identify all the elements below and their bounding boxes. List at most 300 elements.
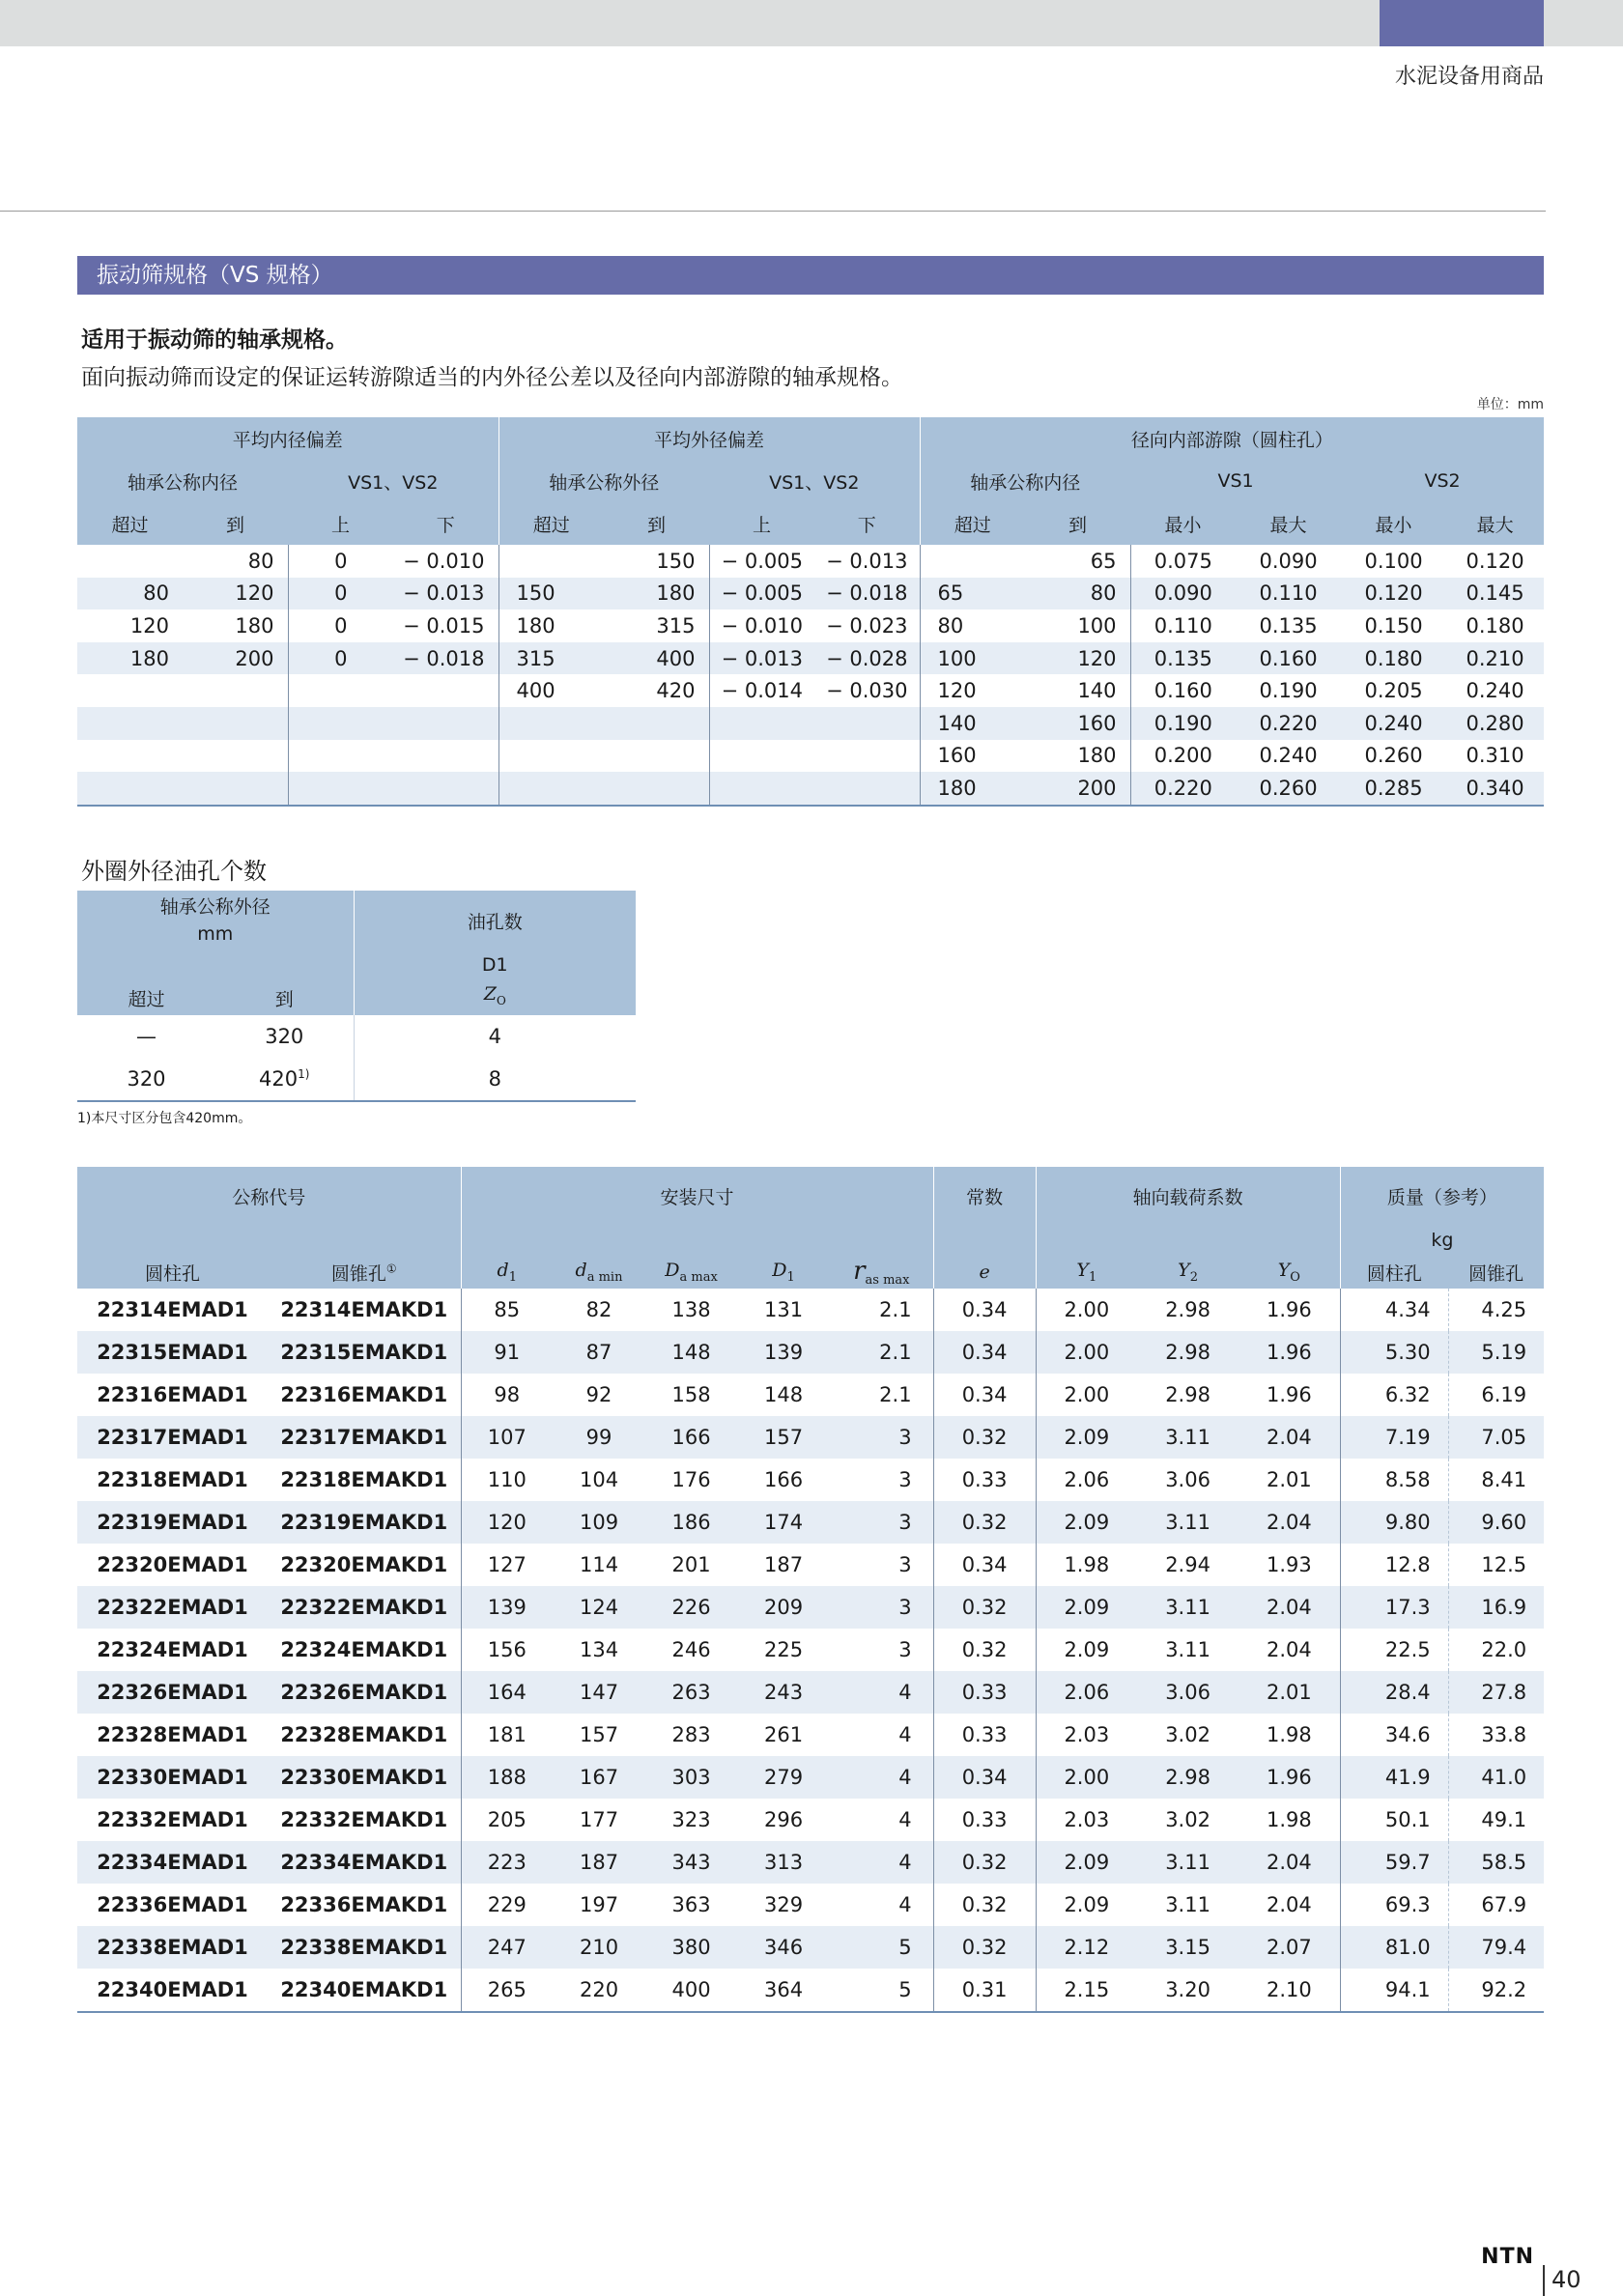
oil-d1-label: D1 — [481, 954, 508, 976]
bearing-value: 164 — [461, 1671, 553, 1714]
bearing-value: 0.34 — [933, 1374, 1036, 1416]
h-code: 公称代号 — [77, 1167, 461, 1225]
bearing-value: 167 — [553, 1756, 645, 1799]
bearing-value: 2.00 — [1036, 1756, 1137, 1799]
bearing-value: 12.5 — [1448, 1544, 1544, 1586]
sym: d — [575, 1260, 587, 1282]
bearing-value: 2.06 — [1036, 1459, 1137, 1501]
tolerance-cell: − 0.018 — [814, 578, 920, 610]
bearing-value: 247 — [461, 1926, 553, 1969]
bearing-value: 4.25 — [1448, 1289, 1544, 1331]
bearing-row — [77, 1969, 1544, 2012]
tolerance-cell: 140 — [1077, 679, 1117, 703]
bearing-code: 22314EMAD1 — [97, 1298, 248, 1321]
tolerance-cell — [498, 772, 604, 806]
bearing-value: 0.34 — [933, 1544, 1036, 1586]
bearing-row — [77, 1289, 1544, 1331]
bearing-value: 2.09 — [1036, 1629, 1137, 1671]
top-accent-block — [1380, 0, 1544, 46]
tolerance-cell — [77, 545, 183, 578]
tolerance-cell: 0.190 — [1259, 679, 1318, 703]
bearing-value: 2.03 — [1036, 1799, 1137, 1841]
bearing-value: 81.0 — [1340, 1926, 1448, 1969]
oil-row — [77, 1015, 636, 1058]
tolerance-cell: 180 — [1077, 744, 1117, 768]
tolerance-cell — [604, 740, 709, 773]
bearing-value: 246 — [671, 1638, 711, 1661]
bearing-value: 363 — [671, 1893, 711, 1916]
bearing-value: 27.8 — [1448, 1671, 1544, 1714]
bearing-value: 156 — [461, 1629, 553, 1671]
bearing-code: 22340EMAD1 — [77, 1969, 268, 2012]
sym: D — [665, 1260, 680, 1282]
oil-nominal-label: 轴承公称外径 — [159, 896, 270, 918]
oil-hole-title: 外圈外径油孔个数 — [81, 858, 267, 885]
bearing-value: 16.9 — [1448, 1586, 1544, 1629]
tolerance-cell: 65 — [920, 578, 1025, 610]
bearing-value: 0.33 — [933, 1714, 1036, 1756]
bearing-value: 139 — [461, 1586, 553, 1629]
bearing-value: 91 — [461, 1331, 553, 1374]
bearing-code: 22319EMAD1 — [77, 1501, 268, 1544]
bearing-code: 22316EMAD1 — [97, 1383, 248, 1406]
bearing-value: 0.32 — [933, 1841, 1036, 1884]
bearing-value: 2.01 — [1239, 1671, 1340, 1714]
bearing-value: 3.02 — [1165, 1808, 1210, 1831]
col-upper: 上 — [709, 502, 814, 545]
tolerance-cell: 0.160 — [1130, 674, 1236, 707]
bearing-code: 22315EMAD1 — [77, 1331, 268, 1374]
bearing-code: 22330EMAD1 — [77, 1756, 268, 1799]
intro-bold: 适用于振动筛的轴承规格。 — [81, 327, 348, 353]
oil-over: — — [136, 1024, 157, 1048]
group-clearance: 径向内部游隙（圆柱孔） — [920, 417, 1544, 460]
tolerance-cell: − 0.010 — [403, 549, 485, 573]
bearing-code: 22328EMAKD1 — [280, 1723, 448, 1746]
col-over: 超过 — [77, 502, 183, 545]
bearing-value: 2.09 — [1036, 1416, 1137, 1459]
tolerance-cell: − 0.013 — [393, 578, 498, 610]
bearing-value: 0.34 — [933, 1331, 1036, 1374]
bearing-value: 1.98 — [1036, 1544, 1137, 1586]
tolerance-cell: 0.190 — [1130, 707, 1236, 740]
bearing-code: 22318EMAKD1 — [280, 1468, 448, 1491]
bearing-value: 3.11 — [1137, 1416, 1239, 1459]
bearing-value: 34.6 — [1340, 1714, 1448, 1756]
bearing-value: 98 — [461, 1374, 553, 1416]
tolerance-cell: 0.120 — [1466, 549, 1524, 573]
h-taper-mark: ① — [385, 1261, 397, 1276]
bearing-value: 186 — [645, 1501, 737, 1544]
bearing-value: 134 — [579, 1638, 619, 1661]
tolerance-row — [77, 740, 1544, 773]
oil-holes-header: 油孔数 — [354, 891, 636, 950]
bearing-value: 225 — [763, 1638, 804, 1661]
bearing-value: 3.20 — [1137, 1969, 1239, 2012]
bearing-value: 0.32 — [933, 1416, 1036, 1459]
oil-to-value: 320 — [265, 1024, 304, 1048]
bearing-value: 0.33 — [933, 1671, 1036, 1714]
bearing-code: 22318EMAD1 — [97, 1468, 248, 1491]
sym: d — [497, 1260, 509, 1282]
tolerance-cell: 180 — [77, 642, 183, 675]
h-ras — [830, 1256, 933, 1289]
tolerance-cell — [498, 545, 604, 578]
bearing-value: 0.32 — [933, 1501, 1036, 1544]
bearing-value: 220 — [553, 1969, 645, 2012]
oil-to-value: 420 — [259, 1066, 299, 1091]
tolerance-cell — [709, 772, 814, 806]
tolerance-row — [77, 772, 1544, 806]
tolerance-cell: 120 — [129, 613, 169, 638]
bearing-value: 5.19 — [1448, 1331, 1544, 1374]
bearing-value: 58.5 — [1448, 1841, 1544, 1884]
bearing-value: 166 — [763, 1468, 804, 1491]
bearing-value: 3.06 — [1165, 1468, 1210, 1491]
tolerance-cell — [814, 772, 920, 806]
bearing-code: 22332EMAKD1 — [280, 1808, 448, 1831]
h-e: e — [933, 1256, 1036, 1289]
tolerance-cell: 120 — [920, 674, 1025, 707]
header-divider — [0, 211, 1546, 212]
tolerance-cell: 0.180 — [1466, 613, 1524, 638]
bearing-value: 82 — [585, 1298, 612, 1321]
bearing-value: 4 — [830, 1671, 933, 1714]
bearing-value: 2.04 — [1239, 1501, 1340, 1544]
bearing-value: 3 — [898, 1553, 912, 1576]
bearing-value: 181 — [461, 1714, 553, 1756]
bearing-value: 1.93 — [1266, 1553, 1312, 1576]
bearing-value: 1.96 — [1239, 1331, 1340, 1374]
bearing-value: 187 — [763, 1553, 804, 1576]
tolerance-cell: 0 — [288, 578, 393, 610]
tolerance-cell — [709, 740, 814, 773]
tolerance-cell: 200 — [1025, 772, 1130, 806]
tolerance-cell: 140 — [920, 707, 1025, 740]
oil-z-symbol: Z — [483, 983, 497, 1005]
group-outer: 平均外径偏差 — [498, 417, 920, 460]
bearing-value: 3.11 — [1137, 1501, 1239, 1544]
bearing-code: 22317EMAD1 — [77, 1416, 268, 1459]
tolerance-cell — [604, 772, 709, 806]
bearing-value: 1.98 — [1266, 1723, 1312, 1746]
bearing-value: 2.07 — [1239, 1926, 1340, 1969]
sym: Y — [1076, 1260, 1089, 1282]
bearing-value: 8.58 — [1340, 1459, 1448, 1501]
bearing-value: 3 — [830, 1586, 933, 1629]
bearing-value: 209 — [737, 1586, 830, 1629]
h-axial: 轴向载荷系数 — [1036, 1167, 1340, 1225]
tolerance-cell — [183, 674, 288, 707]
tolerance-cell: 0.145 — [1446, 578, 1544, 610]
tolerance-cell: 180 — [604, 578, 709, 610]
oil-d1-header — [354, 950, 636, 1015]
bearing-value: 139 — [737, 1331, 830, 1374]
oil-nominal-header — [77, 891, 354, 950]
tolerance-cell: 0.135 — [1130, 642, 1236, 675]
oil-to — [215, 1015, 354, 1058]
bearing-value: 2.10 — [1239, 1969, 1340, 2012]
bearing-value: 120 — [461, 1501, 553, 1544]
bearing-code: 22332EMAD1 — [97, 1808, 248, 1831]
bearing-value: 6.32 — [1340, 1374, 1448, 1416]
oil-unit-label: mm — [197, 923, 234, 945]
tolerance-cell: − 0.018 — [393, 642, 498, 675]
col-min: 最小 — [1130, 502, 1236, 545]
h-mass: 质量（参考） — [1340, 1167, 1544, 1225]
h-D1 — [737, 1256, 830, 1289]
tolerance-cell: 315 — [498, 642, 604, 675]
bearing-value: 243 — [737, 1671, 830, 1714]
inner-vs12: VS1、VS2 — [288, 460, 498, 502]
tolerance-cell: 0.200 — [1130, 740, 1236, 773]
tolerance-cell: 0.260 — [1364, 744, 1423, 768]
tolerance-row — [77, 674, 1544, 707]
bearing-value: 9.60 — [1448, 1501, 1544, 1544]
bearing-value: 0.32 — [933, 1586, 1036, 1629]
tolerance-cell: 150 — [498, 578, 604, 610]
oil-to — [215, 1058, 354, 1101]
bearing-value: 4 — [898, 1808, 912, 1831]
tolerance-cell: 0.120 — [1341, 578, 1446, 610]
bearing-value: 8.41 — [1448, 1459, 1544, 1501]
tolerance-cell: 180 — [235, 613, 274, 638]
bearing-value: 3 — [830, 1416, 933, 1459]
tolerance-cell: 0.150 — [1364, 613, 1423, 638]
footnote: 1)本尺寸区分包含420mm。 — [77, 1111, 252, 1126]
bearing-value: 7.05 — [1448, 1416, 1544, 1459]
tolerance-cell: 0.090 — [1259, 549, 1318, 573]
h-mount: 安装尺寸 — [461, 1167, 933, 1225]
bearing-value: 2.98 — [1165, 1298, 1210, 1321]
tolerance-cell — [920, 545, 1025, 578]
col-to: 到 — [1025, 502, 1130, 545]
bearing-value: 4 — [830, 1756, 933, 1799]
oil-footnote-mark: 1) — [298, 1066, 310, 1081]
bearing-value: 2.1 — [879, 1383, 912, 1406]
sym-sub: O — [1290, 1269, 1300, 1285]
bearing-value: 0.34 — [933, 1289, 1036, 1331]
bearing-value: 400 — [645, 1969, 737, 2012]
tolerance-cell: − 0.014 — [709, 674, 814, 707]
bearing-value: 313 — [737, 1841, 830, 1884]
tolerance-cell — [709, 707, 814, 740]
bearing-value: 201 — [671, 1553, 711, 1576]
bearing-value: 2.00 — [1036, 1374, 1137, 1416]
bearing-row — [77, 1926, 1544, 1969]
clear-vs1: VS1 — [1130, 460, 1341, 502]
bearing-value: 87 — [553, 1331, 645, 1374]
bearing-row — [77, 1544, 1544, 1586]
sym-sub: 1 — [786, 1269, 795, 1285]
col-to: 到 — [604, 502, 709, 545]
tolerance-cell: 0.110 — [1236, 578, 1341, 610]
bearing-value: 2.04 — [1239, 1416, 1340, 1459]
bearing-value: 3 — [898, 1638, 912, 1661]
bearing-value: 3.11 — [1165, 1638, 1210, 1661]
sym-sub: 2 — [1189, 1269, 1198, 1285]
bearing-value: 380 — [645, 1926, 737, 1969]
tolerance-cell: − 0.030 — [826, 679, 908, 703]
group-inner: 平均内径偏差 — [77, 417, 498, 460]
bearing-value: 3 — [898, 1468, 912, 1491]
bearing-value: 3.15 — [1137, 1926, 1239, 1969]
bearing-row — [77, 1374, 1544, 1416]
col-min: 最小 — [1341, 502, 1446, 545]
bearing-value: 261 — [763, 1723, 804, 1746]
bearing-value: 2.94 — [1165, 1553, 1210, 1576]
bearing-value: 2.03 — [1036, 1714, 1137, 1756]
bearing-value: 0.32 — [933, 1926, 1036, 1969]
sym-sub: a max — [679, 1269, 718, 1285]
bearing-value: 364 — [737, 1969, 830, 2012]
bearing-value: 283 — [671, 1723, 711, 1746]
oil-holes: 4 — [354, 1015, 636, 1058]
bearing-row — [77, 1459, 1544, 1501]
bearing-row — [77, 1671, 1544, 1714]
h-kg: kg — [1340, 1225, 1544, 1256]
tolerance-cell: 160 — [1025, 707, 1130, 740]
bearing-code: 22326EMAKD1 — [268, 1671, 461, 1714]
intro-text: 面向振动筛而设定的保证运转游隙适当的内外径公差以及径向内部游隙的轴承规格。 — [81, 365, 903, 390]
bearing-value: 4 — [898, 1893, 912, 1916]
tolerance-cell: − 0.015 — [403, 613, 485, 638]
sym-sub: a min — [586, 1269, 623, 1285]
tolerance-cell: 120 — [183, 578, 288, 610]
col-over: 超过 — [498, 502, 604, 545]
tolerance-cell: 0.205 — [1364, 679, 1423, 703]
bearing-value: 176 — [671, 1468, 711, 1491]
tolerance-cell: 150 — [656, 549, 696, 573]
bearing-value: 59.7 — [1340, 1841, 1448, 1884]
tolerance-cell: 0.260 — [1236, 772, 1341, 806]
bearing-row — [77, 1884, 1544, 1926]
bearing-code: 22340EMAKD1 — [268, 1969, 461, 2012]
bearing-code: 22324EMAKD1 — [280, 1638, 448, 1661]
h-const: 常数 — [933, 1167, 1036, 1225]
tolerance-cell: − 0.013 — [826, 549, 908, 573]
bearing-value: 205 — [461, 1799, 553, 1841]
bearing-value: 2.09 — [1036, 1586, 1137, 1629]
oil-over: 320 — [77, 1058, 215, 1101]
bearing-value: 2.1 — [879, 1298, 912, 1321]
bearing-row — [77, 1841, 1544, 1884]
tolerance-cell: 0.160 — [1236, 642, 1341, 675]
bearing-code: 22334EMAKD1 — [268, 1841, 461, 1884]
tolerance-cell — [498, 707, 604, 740]
bearing-code: 22317EMAKD1 — [268, 1416, 461, 1459]
bearing-value: 9.80 — [1340, 1501, 1448, 1544]
tolerance-cell: 160 — [920, 740, 1025, 773]
bearing-value: 174 — [737, 1501, 830, 1544]
bearing-value: 0.34 — [933, 1756, 1036, 1799]
bearing-value: 3 — [830, 1501, 933, 1544]
tolerance-cell — [288, 740, 393, 773]
tolerance-row — [77, 609, 1544, 642]
bearing-code: 22336EMAKD1 — [280, 1893, 448, 1916]
bearing-value: 323 — [671, 1808, 711, 1831]
bearing-value: 6.19 — [1448, 1374, 1544, 1416]
bearing-value: 2.09 — [1036, 1884, 1137, 1926]
tolerance-cell: 0.180 — [1341, 642, 1446, 675]
tolerance-cell: 0.240 — [1259, 744, 1318, 768]
clear-nominal: 轴承公称内径 — [920, 460, 1130, 502]
tolerance-cell: 0.210 — [1446, 642, 1544, 675]
bearing-row — [77, 1799, 1544, 1841]
bearing-value: 158 — [671, 1383, 711, 1406]
h-Y1 — [1036, 1256, 1137, 1289]
bearing-row — [77, 1331, 1544, 1374]
tolerance-row — [77, 545, 1544, 578]
bearing-value: 124 — [553, 1586, 645, 1629]
bearing-value: 67.9 — [1448, 1884, 1544, 1926]
bearing-code: 22320EMAKD1 — [280, 1553, 448, 1576]
tolerance-cell — [183, 772, 288, 806]
bearing-value: 109 — [553, 1501, 645, 1544]
bearing-value: 1.96 — [1239, 1756, 1340, 1799]
bearing-code: 22316EMAKD1 — [280, 1383, 448, 1406]
bearing-value: 2.00 — [1036, 1331, 1137, 1374]
tolerance-cell — [814, 707, 920, 740]
bearing-value: 110 — [461, 1459, 553, 1501]
bearing-value: 50.1 — [1340, 1799, 1448, 1841]
bearing-value: 0.32 — [933, 1629, 1036, 1671]
bearing-value: 3.02 — [1165, 1723, 1210, 1746]
bearing-value: 147 — [553, 1671, 645, 1714]
bearing-row — [77, 1586, 1544, 1629]
bearing-value: 12.8 — [1340, 1544, 1448, 1586]
bearing-table — [77, 1167, 1544, 2013]
bearing-value: 0.32 — [933, 1884, 1036, 1926]
tolerance-cell — [77, 740, 183, 773]
bearing-value: 187 — [553, 1841, 645, 1884]
h-mass-cyl: 圆柱孔 — [1340, 1256, 1448, 1289]
tolerance-cell: 315 — [656, 613, 696, 638]
tolerance-cell — [393, 707, 498, 740]
bearing-row — [77, 1629, 1544, 1671]
tolerance-table — [77, 417, 1544, 807]
bearing-value: 33.8 — [1448, 1714, 1544, 1756]
bearing-code: 22314EMAKD1 — [280, 1298, 448, 1321]
sym: D — [772, 1260, 787, 1282]
tolerance-cell: 0.110 — [1130, 609, 1236, 642]
bearing-value: 2.04 — [1266, 1893, 1312, 1916]
bearing-code: 22324EMAD1 — [97, 1638, 248, 1661]
oil-holes: 8 — [354, 1058, 636, 1101]
bearing-value: 2.98 — [1165, 1383, 1210, 1406]
tolerance-cell: 80 — [1025, 578, 1130, 610]
bearing-value: 2.1 — [830, 1331, 933, 1374]
col-lower: 下 — [814, 502, 920, 545]
tolerance-cell: 400 — [604, 642, 709, 675]
tolerance-cell — [288, 707, 393, 740]
bearing-value: 114 — [579, 1553, 619, 1576]
bearing-value: 92 — [585, 1383, 612, 1406]
tolerance-cell: 100 — [1077, 613, 1117, 638]
bearing-value: 2.09 — [1036, 1501, 1137, 1544]
h-Da — [645, 1256, 737, 1289]
bearing-value: 148 — [763, 1383, 804, 1406]
bearing-value: 49.1 — [1448, 1799, 1544, 1841]
sym: Y — [1277, 1260, 1291, 1282]
bearing-value: 7.19 — [1340, 1416, 1448, 1459]
bearing-code: 22315EMAKD1 — [268, 1331, 461, 1374]
tolerance-cell — [183, 707, 288, 740]
tolerance-cell: 0 — [288, 609, 393, 642]
tolerance-cell: 400 — [498, 674, 604, 707]
h-cyl: 圆柱孔 — [77, 1256, 268, 1289]
bearing-value: 127 — [461, 1544, 553, 1586]
